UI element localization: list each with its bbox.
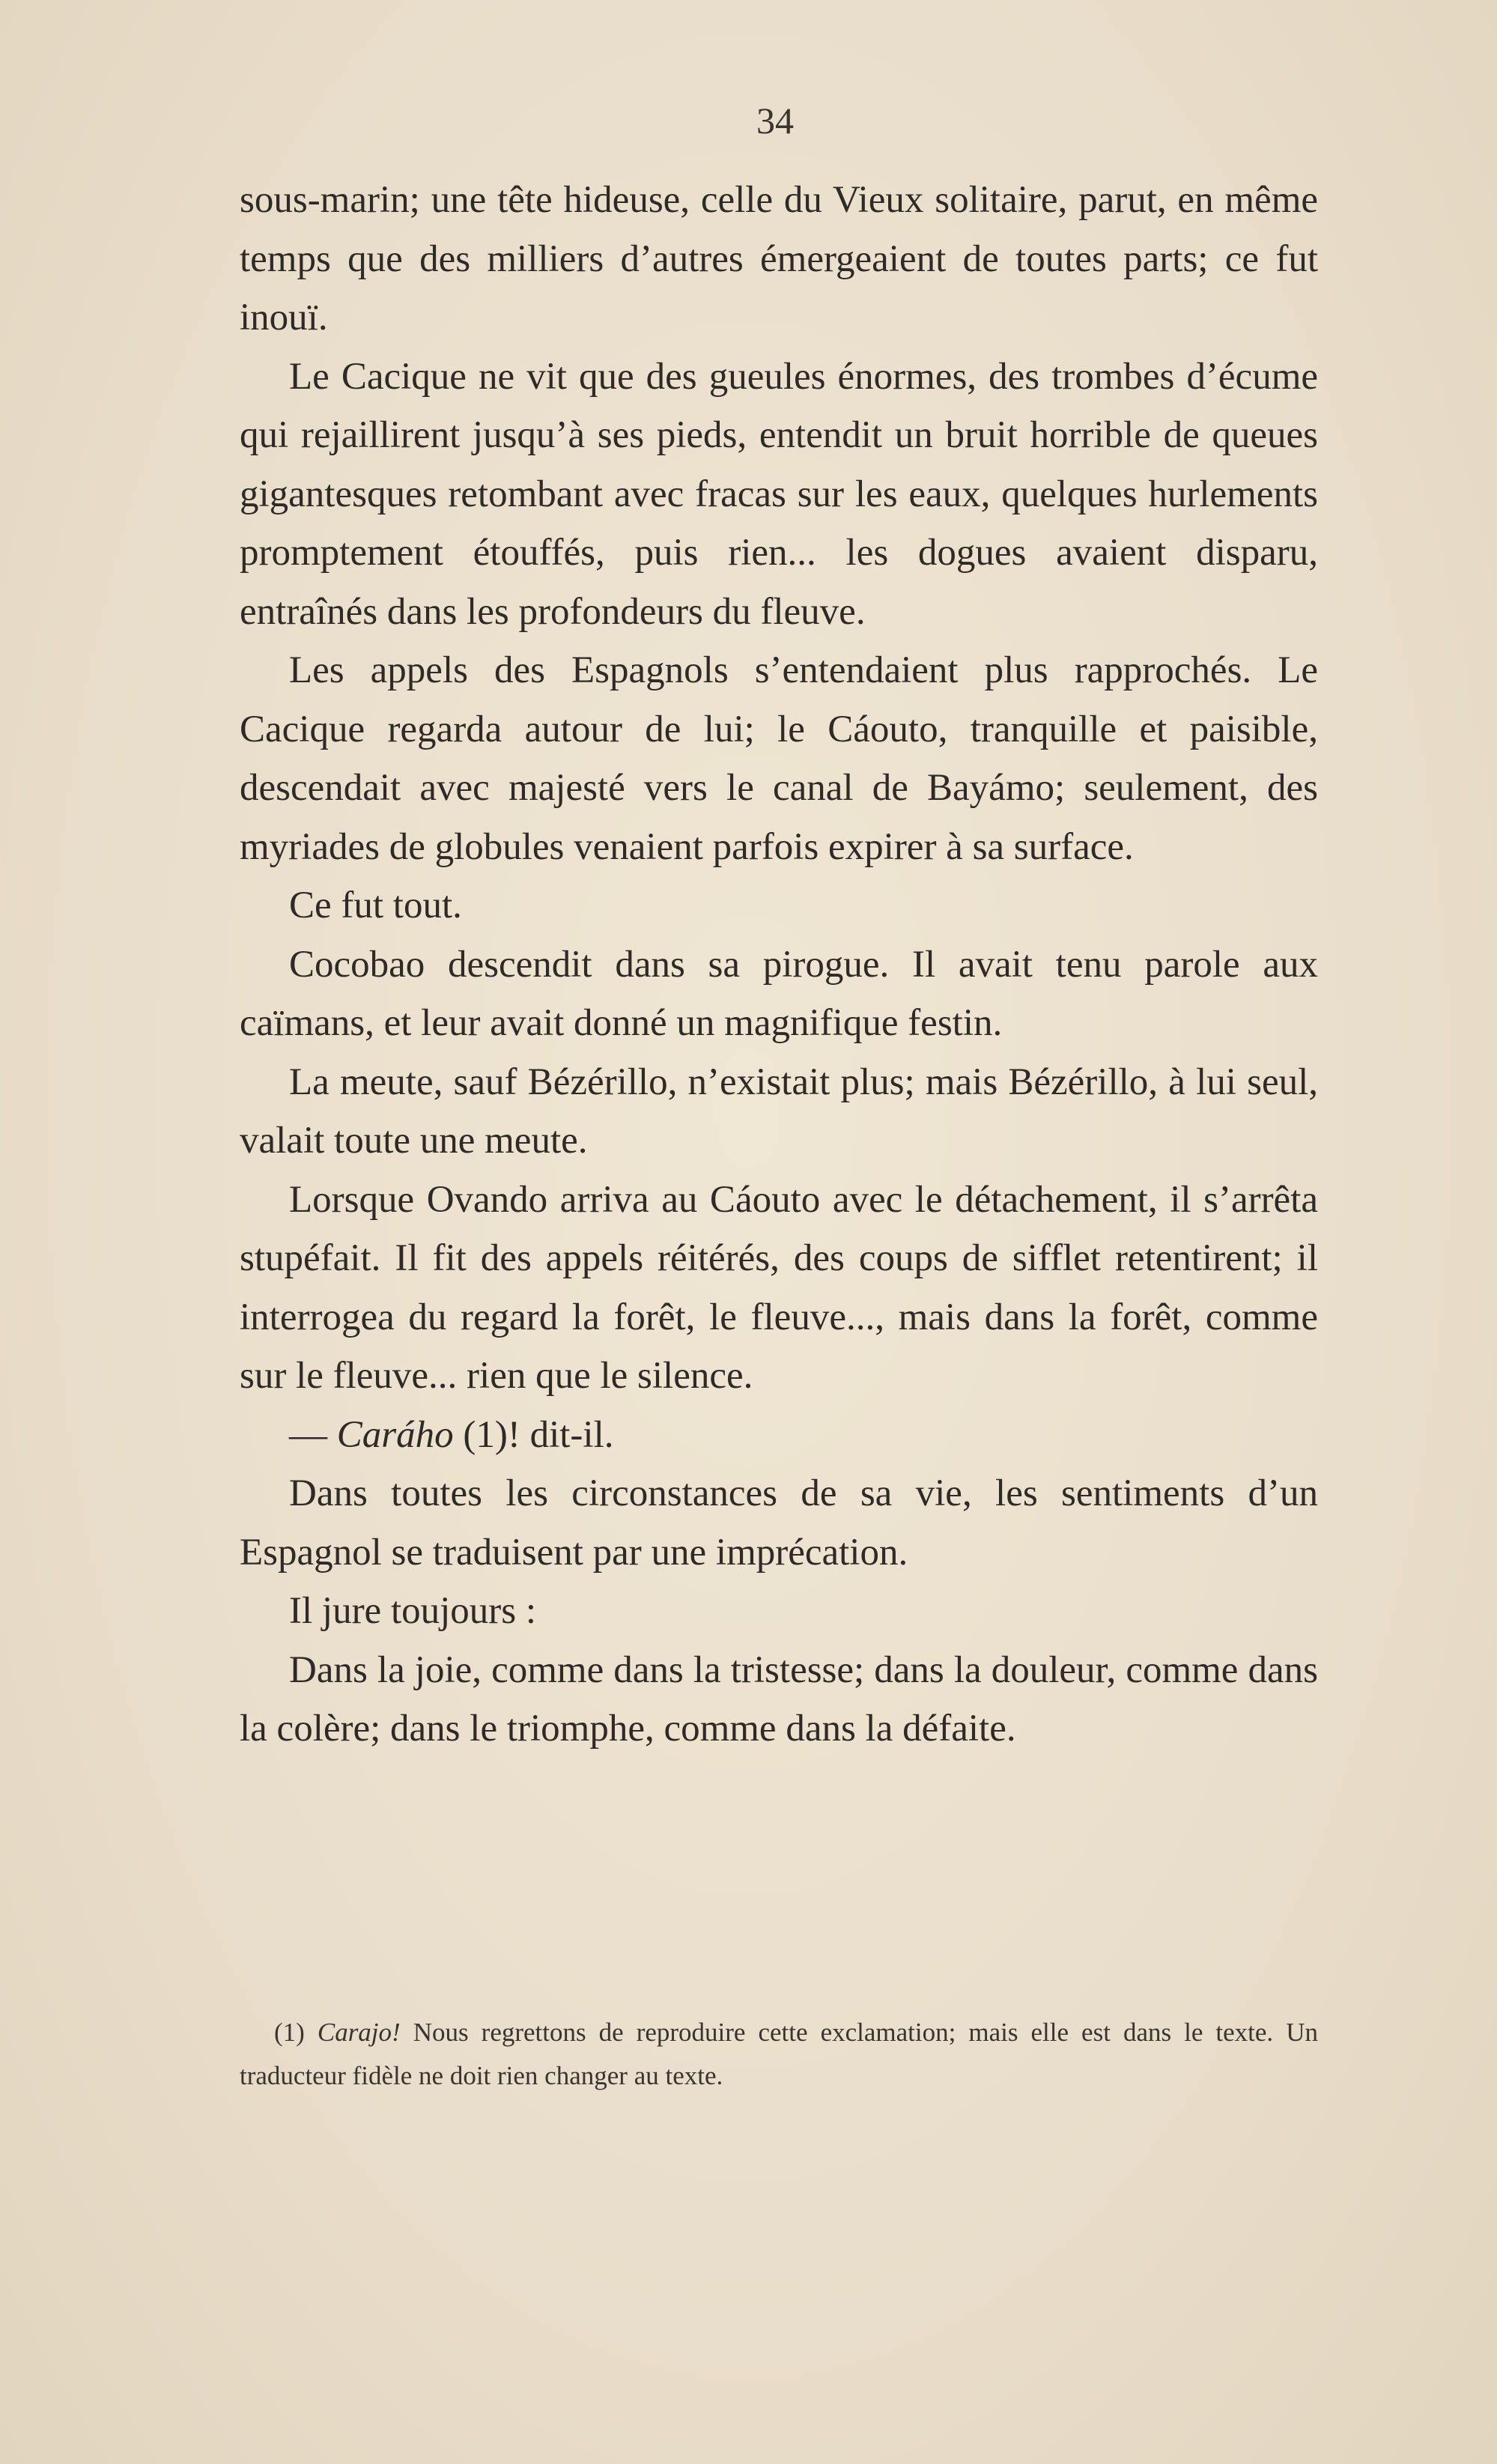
exclamation-line [240, 1406, 1318, 1465]
exclamation-rest: ! dit-il. [507, 1413, 614, 1456]
paragraph: La meute, sauf Bézérillo, n’existait plus; mais Bézérillo, à lui seul, valait toute une meute. [240, 1060, 1318, 1162]
paragraph: Dans la joie, comme dans la tristesse; dans la douleur, comme dans la colère; dans le triomphe, comme dans la défaite. [240, 1648, 1318, 1750]
paragraph: Cocobao descendit dans sa pirogue. Il avait tenu parole aux caïmans, et leur avait donné un magnifique festin. [240, 943, 1318, 1044]
paragraph: sous-marin; une tête hideuse, celle du Vieux solitaire, parut, en même temps que des milliers d’autres émergeaient de toutes parts; ce fut inouï. [240, 179, 1318, 339]
paragraph: Il jure toujours : [289, 1590, 537, 1632]
page-number: 34 [756, 100, 794, 142]
dialogue-dash: — [289, 1413, 327, 1456]
paragraph: Les appels des Espagnols s’entendaient plus rapprochés. Le Cacique regarda autour de lui; le Cáouto, tranquille et paisible, descendait avec majesté vers le canal de Bayámo; seulement, des myriades de globules venaient parfois expirer à sa surface. [240, 649, 1318, 868]
footnote-text: Nous regrettons de reproduire cette exclamation; mais elle est dans le texte. Un traducteur fidèle ne doit rien changer au texte. [240, 2018, 1318, 2090]
body-text [240, 171, 1318, 1759]
footnote-marker: (1) [274, 2018, 305, 2047]
paragraph: Le Cacique ne vit que des gueules énormes, des trombes d’écume qui rejaillirent jusqu’à ses pieds, entendit un bruit horrible de queues gigantesques retombant avec fracas sur les eaux, quelques hurlements promptement étouffés, puis rien... les dogues avaient disparu, entraînés dans les profondeurs du fleuve. [240, 355, 1318, 633]
footnote-reference: (1) [463, 1413, 508, 1456]
paragraph: Ce fut tout. [289, 884, 462, 926]
paragraph: Lorsque Ovando arriva au Cáouto avec le détachement, il s’arrêta stupéfait. Il fit des appels réitérés, des coups de sifflet retentirent; il interrogea du regard la forêt, le fleuve..., mais dans la forêt, comme sur le fleuve... rien que le silence. [240, 1178, 1318, 1397]
footnote [240, 2011, 1318, 2098]
footnote-word: Carajo! [317, 2018, 401, 2047]
paragraph: Dans toutes les circonstances de sa vie, les sentiments d’un Espagnol se traduisent par une imprécation. [240, 1472, 1318, 1574]
exclamation-word: Caráho [336, 1413, 454, 1456]
